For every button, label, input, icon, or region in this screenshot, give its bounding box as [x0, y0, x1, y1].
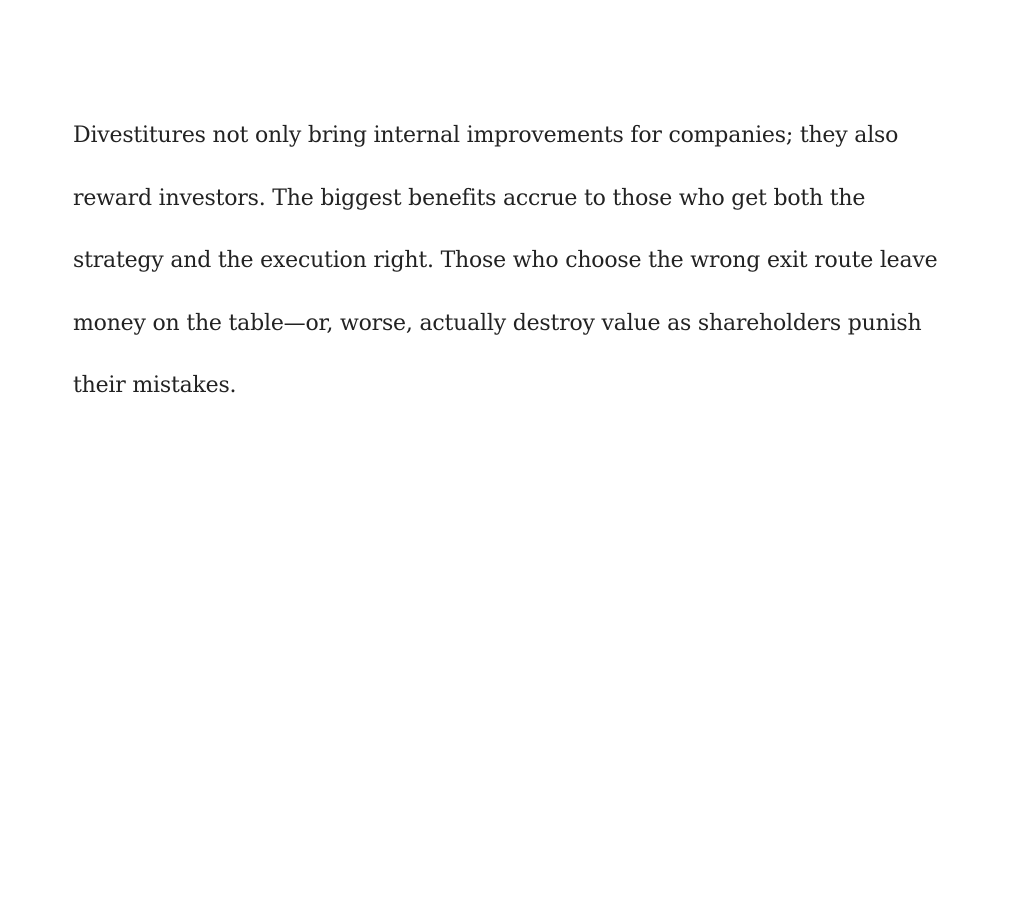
body-paragraph: [73, 110, 973, 423]
paragraph-line: Divestitures not only bring internal improvements for companies; they also: [73, 123, 899, 148]
paragraph-line: strategy and the execution right. Those who choose the wrong exit route leave: [73, 248, 938, 273]
paragraph-line: reward investors. The biggest benefits accrue to those who get both the: [73, 185, 866, 211]
paragraph-line: money on the table—or, worse, actually destroy value as shareholders punish: [73, 310, 922, 336]
paragraph-line: their mistakes.: [73, 373, 237, 398]
